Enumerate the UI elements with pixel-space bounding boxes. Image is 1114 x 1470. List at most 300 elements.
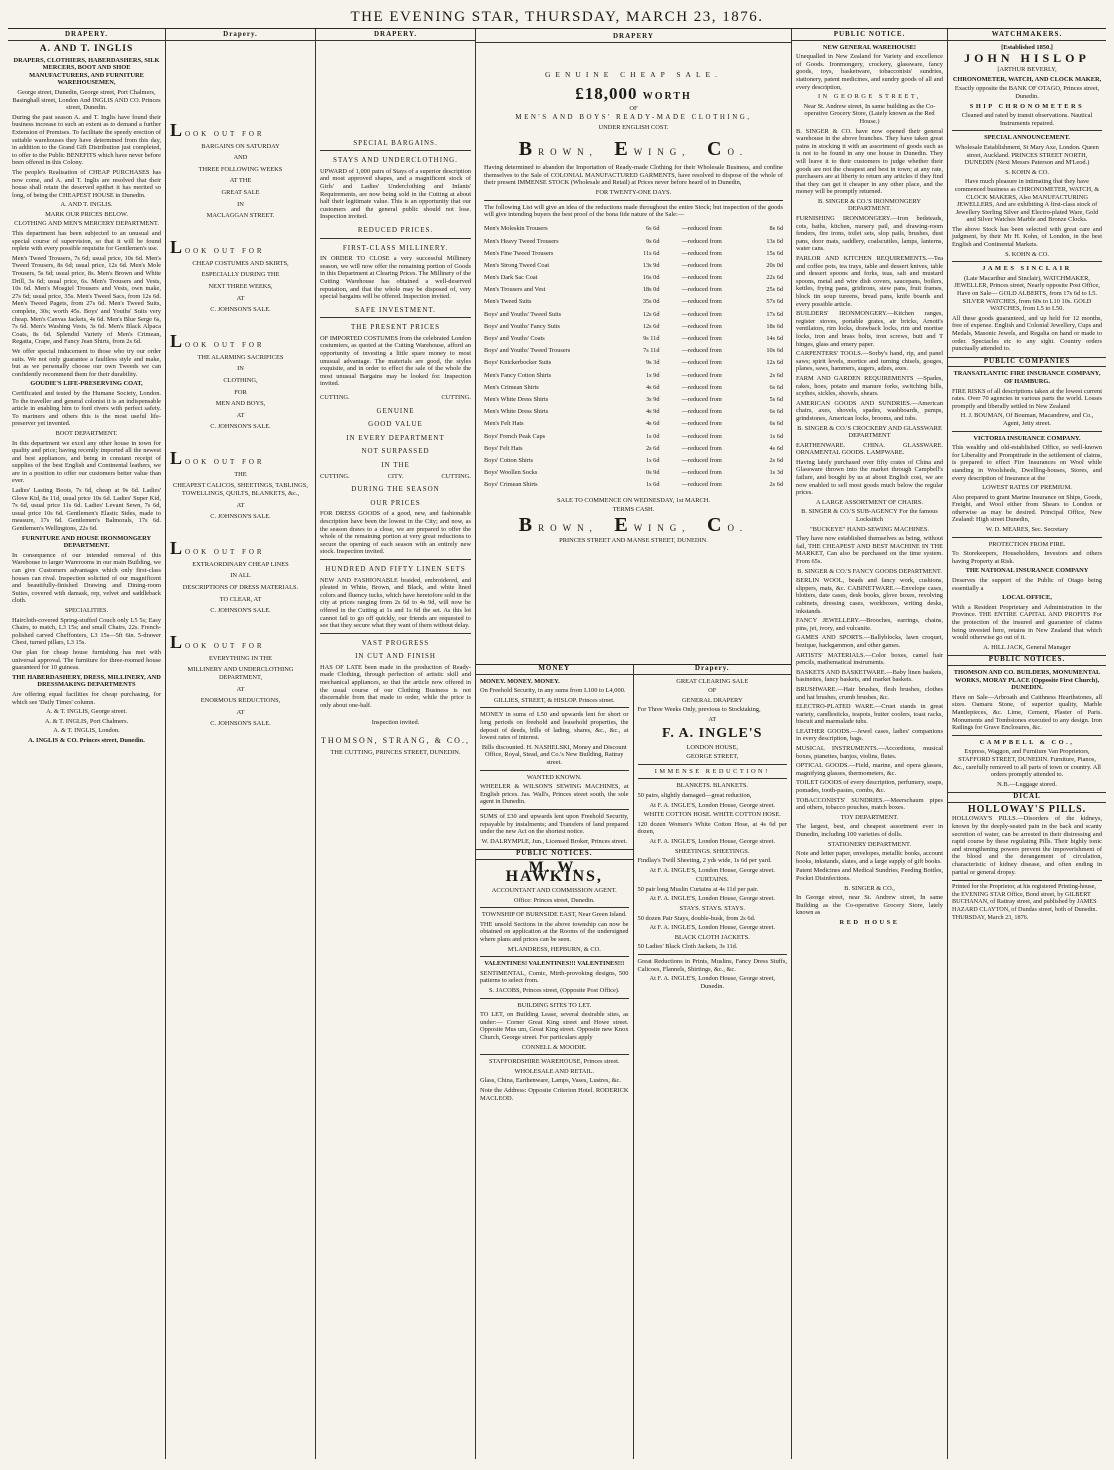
look-out-block [170,121,311,220]
goods: MEN'S AND BOYS' READY-MADE CLOTHING, [515,113,752,122]
column-cutting [316,29,476,1459]
cell-was: 12s 6d [766,359,783,367]
look-out-word: OOK OUT FOR [185,547,265,556]
cell-now: 2s 6d [646,444,660,452]
cell-was: 4s 6d [769,444,783,452]
cell-reduced: —reduced from [681,432,722,440]
address: Near St. Andrew street, In same building as the Co-operative Grocery Store, (Lately known as the Red House.) [803,102,936,125]
subhead: IN GEORGE STREET, [818,93,921,101]
cell-name: Boys' and Youths' Coats [484,335,545,342]
cell-name: Boys' Woollen Socks [484,469,538,477]
subhead: CHRONOMETER, WATCH, AND CLOCK MAKER, [952,75,1102,83]
cost: UNDER ENGLISH COST. [598,123,669,131]
look-out-heading [170,539,311,557]
intro: Having determined to abandon the Importation of Ready-made Clothing for their Wholesale Business, and confine themselves to the Sale of COLONIAL MANUFACTURED GARMENTS, have resolved to dispose of the whole of their present IMMENSE STOCK (Wholesale and Retail) at Prices never before heard of in Dunedin, [484,164,783,187]
paragraph: MONEY in sums of L50 and upwards lent for short or long periods on freehold and leasehold properties, the deposit of deeds, bills of lading, shares, &c., &c., at lowest rates of interest. [480,711,629,742]
trades: DRAPERS, CLOTHIERS, HABERDASHERS, SILK MERCERS, BOOT AND SHOE MANUFACTURERS, AND FURNITURE WAREHOUSEMEN, [13,56,160,87]
look-out-block [170,633,311,728]
cell-now: 9s 3d [646,359,660,367]
cell-name: Men's Heavy Tweed Trousers [484,237,559,245]
cell-now: 7s 11d [643,347,660,355]
signature: CONNELL & MOODIE. [521,1043,587,1051]
paragraph: SUMS of £30 and upwards lent upon Freehold Security, repayable by instalments; and Transfers of land prepared under the new Act on the shortest notice. [480,812,629,836]
subhead: SAFE INVESTMENT. [355,305,436,314]
cell-was: 57s 6d [766,298,783,306]
cell-was: 2s 6d [769,456,783,464]
cell-reduced: —reduced from [681,469,722,477]
table-row [484,332,783,344]
look-out-line: CLOTHING, [223,376,258,384]
cell-name: Men's Tweed Suits [484,298,532,306]
firm-name: A. AND T. INGLIS [39,43,134,54]
signature: At F. A. INGLE'S, London House, George street. [649,924,775,932]
paragraph: Cleaned and rated by transit observations. Nautical Instruments repaired. [961,112,1093,127]
look-out-heading [170,449,311,467]
paragraph: MUSICAL INSTRUMENTS.—Accordions, musical boxes, pianettes, banjos, violins, flutes. [796,745,943,760]
column-inglis [8,29,166,1459]
firm-name: B ROWN, E WING, C O. [518,514,749,537]
look-out-word: OOK OUT FOR [185,340,265,349]
cell-now: 3s 9d [646,395,660,403]
cutting-label: CUTTING. [320,472,350,480]
column-watchmakers [948,29,1106,1459]
signature: W. DALRYMPLE, Jun., Licensed Broker, Princes street. [481,837,627,845]
cell-now: 9s 6d [646,237,660,245]
look-out-line: C. JOHNSON'S SALE. [210,513,271,521]
cell-was: 6s 6d [769,383,783,391]
cell-name: Men's Fancy Cotton Shirts [484,371,552,379]
cell-name: Boys' and Youths' Tweed Trousers [484,347,571,355]
subhead: HUNDRED AND FIFTY LINEN SETS [325,564,466,573]
column-head: PUBLIC COMPANIES [948,357,1106,368]
subhead: OUR PRICES [370,498,421,507]
paragraph: The largest, best, and cheapest assortment ever in Dunedin, including 100 varieties of dolls. [796,823,943,838]
cell-was: 15s 6d [766,249,783,257]
paragraph: Certificated and tested by the Humane Society, London. To the traveller and general colonist it is an indispensable article in enabling him to ford rivers with perfect safety. To mariners and others this is the most useful life-preserver yet invented. [12,389,161,428]
signature: At F. A. INGLE'S, London House, George street. [649,895,775,903]
subhead: IN EVERY DEPARTMENT [346,433,445,442]
paragraph: TOILET GOODS of every description, perfumery, soaps, pomades, tooth-pastes, combs, &c. [796,779,943,795]
paragraph: EARTHENWARE. CHINA. GLASSWARE. ORNAMENTAL GOODS. LAMPWARE. [796,441,943,457]
subhead: MARK OUR PRICES BELOW. [45,210,128,218]
subhead: TOWNSHIP OF BURNSIDE EAST, Near Green Island. [481,911,627,919]
signature: A. AND T. INGLIS. [60,201,113,209]
paragraph: Express, Waggon, and Furniture Van Proprietors, STAFFORD STREET, DUNEDIN. Furniture, Pianos, &c., carefully removed to all parts of town or country. All orders promptly attended to. [953,748,1101,779]
look-out-line: THE [234,470,247,478]
paragraph: ELECTRO-PLATED WARE.—Cruet stands in great variety, candlesticks, teapots, butter coolers, toast racks, biscuit and marmalade tubs. [796,703,943,726]
signature: A. & T. INGLIS, London. [53,727,120,735]
sale-advert [476,29,791,665]
subhead: GREAT CLEARING SALE [676,677,749,685]
subhead: SPECIALITIES. [64,606,109,614]
subhead: PROTECTION FROM FIRE. [988,540,1066,548]
paragraph: Note the Address: Opposite Criterion Hotel. RODERICK MACLEOD. [480,1086,629,1102]
subhead: REDUCED PRICES. [357,225,434,234]
signature: W. D. MEARES, Sec. Secretary [985,526,1069,534]
paragraph: BUILDERS' IRONMONGERY.—Kitchen ranges, register stoves, portable grates, air bricks, Arnott's ventilators, rim locks, drawback locks, rim and mortise locks, iron and brass bolts, iron screws, butt and T hinges, glass and emery paper. [796,310,943,348]
cell-now: 35s 0d [642,298,660,306]
subhead: SHIP CHRONOMETERS [969,102,1085,110]
paragraph: GAMES AND SPORTS.—Ballyblocks, lawn croquet, bezique, backgammon, and other games. [796,634,943,649]
subhead: TOY DEPARTMENT. [840,813,899,821]
drop-cap: L [170,631,183,652]
column-head: PUBLIC NOTICES. [476,849,633,860]
genuine-title: GENUINE CHEAP SALE. [544,69,722,79]
subhead: STAYS. STAYS. STAYS. [679,905,745,913]
subhead: FURNITURE AND HOUSE IRONMONGERY DEPARTMENT. [21,534,152,550]
column-head: PUBLIC NOTICE. [792,31,947,41]
subhead: WHITE COTTON HOSE. WHITE COTTON HOSE. [643,811,781,819]
table-row [484,381,783,393]
look-out-line: ENORMOUS REDUCTIONS, [200,697,281,705]
subhead: IN THE [381,461,410,469]
signature: GILLIES, STREET, & HISLOP. Princes street. [493,696,615,704]
subhead: B. SINGER & CO.'S SUB-AGENCY For the famous Lockstitch [801,508,938,524]
paragraph: SENTIMENTAL, Comic, Mirth-provoking designs, 500 patterns to select from. [480,969,629,985]
paragraph: TOBACCONISTS' SUNDRIES.—Meerschaum pipes and others, tobacco pouches, match boxes. [796,796,943,812]
cell-was: 1s 6d [769,432,783,440]
cell-now: 1s 6d [646,481,660,489]
cell-was: 2s 6d [769,371,783,379]
subhead: MONEY. MONEY. MONEY. [480,677,560,685]
cell-reduced: —reduced from [681,444,722,452]
paragraph: Unequalled in New Zealand for Variety and excellence of Goods. Ironmongery, crockery, glassware, fancy goods, toys, basketware, tobacconists' sundries, stationery, patent medicines, and sundry goods of all and every description, [796,53,943,91]
signature: At F. A. INGLE'S, London House, George street. [649,866,775,874]
look-out-line: AT [236,501,245,509]
column-head: Drapery. [634,665,792,675]
subhead: SHEETINGS. SHEETINGS. [675,847,750,855]
table-row [484,430,783,442]
paragraph: This wealthy and old-established Office, so well-known for Liberality and Promptitude in the settlement of claims, is prepared to effect Fire Insurances on Wool while standing in Woolsheds, Dwelling-houses, Stores, and every description of Insurance at the [952,444,1102,482]
signature: S. KOHN & CO. [1005,250,1049,258]
cell-was: 6s 6d [769,420,783,428]
subhead: LOWEST RATES OF PREMIUM. [982,484,1072,492]
cell-reduced: —reduced from [681,237,722,245]
subhead: STATIONERY DEPARTMENT. [827,840,911,848]
amount-title [484,84,783,104]
terms: TERMS CASH. [612,506,655,514]
look-out-line: EXTRAORDINARY CHEAP LINES [192,560,289,568]
subhead: GEORGE STREET, [686,753,739,761]
cell-now: 4s 6d [646,383,660,391]
paragraph: Have much pleasure in intimating that they have commenced business as CHRONOMETER, WATCH, & CLOCK MAKERS, Also MANUFACTURING JEWELLERS, And are exhibiting A first-class stock of Jewellery Sterling Silver and Electro-plated Ware, Gold and Silver Watches Marble and Bronze Clocks. [954,178,1100,224]
cell-reduced: —reduced from [681,286,722,294]
cutting-label: CUTTING. [441,472,471,480]
look-out-line: MEN AND BOYS, [215,400,266,408]
drop-cap: L [170,447,183,468]
cell-name: Boys' and Youths' Fancy Suits [484,322,560,330]
signature: S. KOHN & CO. [1005,168,1049,176]
firm-name: M. W. HAWKINS, [505,858,603,886]
drop-cap: L [170,119,183,140]
table-row [484,223,783,235]
look-out-block [170,332,311,431]
signature: At F. A. INGLE'S, London House, George street, Dunedin. [649,975,775,990]
signature: S. JACOBS, Princes street, (Opposite Post Office). [488,987,620,994]
of: OF [629,104,638,112]
subhead: GOUDIE'S LIFE-PRESERVING COAT, [30,380,143,388]
cell-now: 18s 0d [642,286,660,294]
cell-reduced: —reduced from [681,249,722,257]
paragraph: Note and letter paper, envelopes, metallic books, account books, inkstands, slates, and a large supply of gift books. [796,850,943,865]
look-out-line: GREAT SALE [221,188,260,196]
paragraph: Patent Medicines and Medical Sundries, Feeding Bottles, Pocket Disinfections. [796,867,943,882]
subhead: WANTED KNOWN. [526,773,582,781]
paragraph: HOLLOWAY'S PILLS.—Disorders of the kidneys, known by the deeply-seated pain in the back and scanty secretion of water, can be arrested in their distressing and rapid course by these regulating Pills. Their highly tonic and strengthening powers prevent the impoverishment of the blood and the derangement of circulation, characteristic of kidney disease, and often ending in partial or general dropsy. [952,815,1102,876]
cell-reduced: —reduced from [681,481,722,489]
subhead: CAMPBELL & CO., [979,738,1075,746]
look-out-line: AT THE [229,177,252,185]
paragraph: FARM AND GARDEN REQUIREMENTS —Spades, rakes, hoes, potato and manure forks, switching bills, scythes, sickles, shovels, shears. [796,374,943,398]
cell-reduced: —reduced from [681,456,722,464]
cell-reduced: —reduced from [681,225,722,233]
signature: A. INGLIS & CO. Princes street, Dunedin. [28,736,145,744]
subhead: CLOTHING AND MEN'S MERCERY DEPARTMENT. [14,220,159,228]
table-row [484,235,783,247]
subhead: LOCAL OFFICE, [1002,594,1052,602]
look-out-line: THE ALARMING SACRIFICES [197,353,284,361]
cell-name: Men's Fine Tweed Trousers [484,249,554,257]
cell-reduced: —reduced from [681,347,722,355]
look-out-line: IN ALL [230,572,251,580]
paragraph: PARLOR AND KITCHEN REQUIREMENTS.—Tea and coffee pots, tea trays, table and dessert knives, table and dessert spoons and forks, teas, salt and mustard spoons, metal and wire dish covers, saucepans, boilers, kettles, frying pans, gridirons, stew pans, fruit frames, block tin soup tureens, bread pans, knife boards and every possible article. [796,255,943,308]
paragraph: FANCY JEWELLERY.—Brooches, earrings, chains, pins, jet, ivory, and vulcanite. [796,617,943,632]
table-row [484,308,783,320]
column-brown-ewing [476,29,792,1459]
subhead: VICTORIA INSURANCE COMPANY. [973,434,1081,442]
paragraph: OF IMPORTED COSTUMES from the celebrated London costumiers, as quoted at the Cutting Warehouse, afford an opportunity of investing a little spare money to most unusual advantage. The materials are good, the styles exquisite, and in order to effect the sale of the whole the most unusual Bargains may be looked for. Inspection invited. [320,334,471,388]
cell-reduced: —reduced from [681,298,722,306]
cell-now: 1s 6d [646,456,660,464]
cell-was: 18s 6d [766,322,783,330]
look-out-line: AND [233,154,248,162]
look-out-line: EVERYTHING IN THE [208,654,273,662]
paragraph: For Three Weeks Only, previous to Stocktaking, [637,706,761,714]
paragraph: LEATHER GOODS.—Jewel cases, ladies' companions in every description, bags. [796,727,943,743]
subhead: BUILDING SITES TO LET. [517,1001,592,1009]
cell-name: Boys' Cotton Shirts [484,456,534,464]
cell-now: 12s 6d [642,322,660,330]
signature: A. HILL JACK, General Manager [983,643,1071,651]
look-out-heading [170,238,311,256]
look-out-line: C. JOHNSON'S SALE. [210,306,271,314]
paragraph: TO LET, on Building Lease, several desirable sites, as under:— Corner Great King street and Howe street. Opposite Mus um, Great King street. Opposite new Knox Church, George street. For particulars apply [480,1011,629,1041]
address: Exactly opposite the BANK OF OTAGO, Princes street, Dunedin. [954,85,1100,100]
subhead: CURTAINS. [695,876,729,884]
paragraph: To Storekeepers, Householders, Investors and others having Property at Risk. [952,550,1102,565]
paragraph: AMERICAN GOODS AND SUNDRIES.—American chairs, axes, shovels, spades, washboards, pumps, grindstones, American locks, brooms, and tubs. [796,399,943,422]
look-out-line: C. JOHNSON'S SALE. [210,423,271,431]
cell-name: Boys' Knickerbocker Suits [484,359,552,367]
price-list: Men's Tweed Trousers, 7s 6d; usual price, 10s 6d. Men's Tweed Trousers, 8s 6d; usual price, 12s 6d. Men's Mole Trousers, 5s 6d; usual price, 8s. Men's Brown and White Drill, 3s 6d; usual price, 6s. Men's Trousers and Vests, 10s 6d. Men's Mosgiel Trousers and Vests, own make, 27s 6d; usual price, 35s. Men's Tweed Sacs, from 12s 6d. Men's Tweed Pagets, from 27s 6d. Men's Tweed Suits, complete, 30s; worth 45s. Boys' and Youths' Suits very cheap. Men's Canvas Jackets, 4s 6d. Men's Blue Serge 6s, 7s 6d. Men's Washing Vests, 3s 6d. Men's Black Alpaca Coats, 8s 6d. Splendid Variety of Men's Crimean, Regatta, Crape, and Fancy Jean Shirts, from 2s 6d. [12,254,161,346]
look-out-line: C. JOHNSON'S SALE. [210,607,271,615]
cell-now: 16s 0d [642,274,660,282]
price-table [484,223,783,491]
cell-reduced: —reduced from [681,359,722,367]
subhead: BLANKETS. BLANKETS. [676,782,749,790]
paragraph: BERLIN WOOL, beads and fancy work, cushions, slippers, mats, &c. CABINETWARE.—Envelope cases, blotters, date cases, desk books, glove boxes, revolving cabinets, dressing cases, workboxes, writing desks, inkstands. [796,577,943,615]
subhead: B. SINGER & CO.'S FANCY GOODS DEPARTMENT. [797,567,942,575]
paragraph: WHEELER & WILSON'S SEWING MACHINES, at English prices. Jas. Wall's, Princes street south, the sole agent in Dunedin. [480,783,629,806]
look-out-line: MACLAGGAN STREET. [206,212,275,220]
drop-cap: L [170,537,183,558]
subhead: JAMES SINCLAIR [982,265,1072,273]
drop-cap: L [170,236,183,257]
subhead: BOOT DEPARTMENT. [55,429,118,437]
subhead: AT [708,715,717,723]
paragraph: Deserves the support of the Public of Otago being essentially a [952,577,1102,592]
table-row [484,357,783,369]
subhead: THE PRESENT PRICES [350,323,441,332]
paragraph: This department has been subjected to an unusual and special course of supervision, so that it will be found replete with every possible requisite for Gentlemen's use. [12,230,161,253]
address: Office: Princes street, Dunedin. [513,896,595,904]
paragraph: 120 dozen Women's White Cotton Hose, at 4s 6d per dozen, [637,820,787,836]
cell-now: 6s 6d [646,225,660,233]
table-row [484,259,783,271]
look-out-block [170,449,311,521]
table-row [484,393,783,405]
cell-name: Men's Trousers and Vest [484,286,546,294]
cell-reduced: —reduced from [681,383,722,391]
column-ingle [634,665,792,1459]
cell-now: 1s 9d [646,371,660,379]
cell-reduced: —reduced from [681,420,722,428]
cell-was: 5s 6d [769,395,783,403]
paragraph: HAS OF LATE been made in the production of Ready-made Clothing, through perfection of artistic skill and mechanical appliances, so that the article now offered in the usual course of our Clothing Business is not discernable from that made to order, while the price is only about one-half. [320,663,471,709]
table-row [484,454,783,466]
lower-columns [476,665,791,1459]
paragraph: In consequence of our intended removal of this Warehouse to larger Warerooms in our main Building, we can give Customers advantages which only first-class houses can rival. Inspection solicited of our magnificent and beautifully-finished Drawing and Dining-room Suites, covered with damask, rep, velvet and saddleback cloth. [12,551,161,605]
look-out-line: ESPECIALLY DURING THE [201,271,280,279]
cell-name: Men's Crimean Shirts [484,383,539,391]
paragraph: The people's Realisation of CHEAP PURCHASES has now come, and A. and T. Inglis are resolved that their house shall retain the deserved epithet it has merited so long, of being the CHEAPEST HOUSE in Dunedin. [12,168,161,199]
cell-name: Boys' Felt Hats [484,444,523,452]
cell-now: 9s 11d [643,335,660,342]
paragraph: During the past season A. and T. Inglis have found their business increase to such an extent as to demand a further Extension of Premises. To facilitate the speedy erection of suitable warehouses they have determined from this day, in addition to the Grand Gift Distribution just completed, to offer to the Public BENEFITS which have never before been offered in this Colony. [12,113,161,167]
look-out-word: OOK OUT FOR [185,129,265,138]
subhead: STAFFORDSHIRE WAREHOUSE, Princes street. [488,1058,620,1066]
paragraph: (Late Macarthur and Sinclair), WATCHMAKER, JEWELLER, Princes street, Nearly opposite Post Office, Have on Sale— GOLD ALBERTS, from 17s 6d to L5. SILVER WATCHES, from 60s to L10 10s. GOLD WATCHES, from L5 to L50. [954,274,1100,313]
subhead: NOT SURPASSED [361,447,430,456]
paragraph: 50 pairs, slightly damaged—great reduction, [637,791,752,799]
paragraph: They have now established themselves as being, without fail, THE CHEAPEST AND BEST MACHINE IN THE MARKET, Can also be purchased on the time system. From 65s. [796,535,943,565]
address: THE CUTTING, PRINCES STREET, DUNEDIN. [330,748,461,756]
cell-was: 25s 6d [766,286,783,294]
firm-name: THOMSON, STRANG, & CO., [321,736,470,746]
cell-was: 6s 6d [769,408,783,416]
table-row [484,320,783,332]
paragraph: OPTICAL GOODS.—Field, marine, and opera glasses, magnifying glasses, thermometers, &c. [796,762,943,777]
cell-name: Men's Strong Tweed Coat [484,261,550,269]
paragraph: BRUSHWARE.—Hair brushes, flesh brushes, clothes and hat brushes, crumb brushes, &c. [796,685,943,701]
cell-reduced: —reduced from [681,371,722,379]
paragraph: In this department we excel any other house in town for quality and price; having recently imported all the newest and best appliances, and being in constant receipt of supplies of the best English and Continental leathers, we are in a position to offer our customers better value than ever. [12,439,161,485]
cell-name: Men's Felt Hats [484,420,524,428]
cell-was: 17s 6d [766,310,783,318]
look-out-heading [170,332,311,350]
table-row [484,284,783,296]
city-label: CITY. [387,472,404,480]
look-out-line: DESCRIPTIONS OF DRESS MATERIALS. [182,584,299,592]
signature: At F. A. INGLE'S, London House, George street. [649,837,775,845]
subhead: WHOLESALE AND RETAIL. [514,1067,595,1075]
paragraph: Great Reductions in Prints, Muslins, Fancy Dress Stuffs, Calicoes, Flannels, Shirtings, &c., &c. [637,958,787,973]
amount: £18,000 [575,84,638,104]
column-head: DRAPERY. [8,31,165,41]
firm-name: JOHN HISLOP [964,51,1090,66]
subhead: [Established 1850.] [1001,43,1053,51]
subhead: IN CUT AND FINISH [355,652,436,661]
paragraph: FIRE RISKS of all descriptions taken at the lowest current rates. Over 70 agencies in various parts the world. Losses promptly and liberally settled in New Zealand [952,387,1102,410]
cell-reduced: —reduced from [681,261,722,269]
paragraph: Are offering equal facilities for cheap purchasing, for which see 'Daily Times' column. [12,690,161,706]
column-head: DRAPERY [476,33,791,43]
cell-now: 0s 9d [646,469,660,477]
paragraph: On Freehold Security, in any sums from L100 to L4,000. [480,687,626,695]
cell-was: 1s 3d [769,469,783,477]
subhead: ACCOUNTANT AND COMMISSION AGENT. [491,887,617,895]
table-row [484,345,783,357]
subhead: LONDON HOUSE, [686,743,738,751]
signature: Bills discounted. H. NASHELSKI, Money and Discount Office, Royal, Stead, and Co.'s New Building, Rattray street. [481,743,627,766]
cutting-label: CUTTING. [441,394,471,402]
paragraph: IN ORDER TO CLOSE a very successful Millinery season, we will now offer the remaining portion of Goods in this Department at Clearing Prices. The Millinery of the Cutting Warehouse has obtained a well-deserved reputation, and that the whole may be disposed of, very special bargains will be offered. Inspection invited. [320,255,471,301]
paragraph: Having lately purchased over fifty crates of China and Glassware thrown into the market through Campbell's failure, and bought by us at about English cost, we are now enabled to sell most goods much below the regular prices. [796,458,943,497]
look-out-line: IN [237,200,244,208]
look-out-line: AT [236,685,245,693]
firm-name: F. A. INGLE'S [662,725,763,741]
paragraph: FOR DRESS GOODS of a good, new, and fashionable description have been the lowest in the City; and now, as the season draws to a close, we are prepared to offer the whole of the remaining portion at very great reductions to secure the opening of each season with an entirely new stock. Inspection invited. [320,510,471,556]
column-head: WATCHMAKERS. [948,31,1106,41]
subhead: FIRST-CLASS MILLINERY. [342,243,449,252]
cell-was: 10s 6d [766,347,783,355]
table-row [484,296,783,308]
cell-was: 22s 6d [766,274,783,282]
paragraph: We offer special inducement to those who try our order suits. We not only guarantee a faultless style and make, but as we personally choose our own Tweeds we can confidently recommend them for their durability. [12,347,161,378]
paragraph: Also prepared to grant Marine Insurance on Ships, Goods, Freight, and Wool either from Shears to London or otherwise as may be desired. Principal Office, New Zealand: High street Dunedin, [952,493,1102,524]
table-row [484,406,783,418]
paragraph: 50 pair long Muslin Curtains at 4s 11d per pair. [637,885,759,893]
paragraph: Have on Sale—Arbroath and Caithness Hearthstones, all sizes. Oamaru Stone, of superior quality, Marble Mantlepieces, &c. Lime, Cement, Plaster of Paris. Monuments and Tombstones executed to any design. Iron Railings for Grave Enclosures, &c. [952,693,1102,732]
subhead: BLACK CLOTH JACKETS. [674,933,750,941]
subhead: [ARTHUR BEVERLY, [997,66,1057,74]
subhead: GOOD VALUE [368,420,423,429]
signature: M'LANDRESS, HEPBURN, & CO. [507,945,601,953]
subhead: SPECIAL BARGAINS. [353,138,438,147]
subhead: VALENTINES! VALENTINES!!! VALENTINES!!! [484,960,625,968]
paragraph: 50 dozen Pair Stays, double-busk, from 2s 6d. [637,914,756,922]
table-row [484,247,783,259]
cell-was: 14s 6d [766,335,783,342]
look-out-line: TO CLEAR, AT [219,595,262,603]
look-out-line: CHEAP COSTUMES AND SKIRTS, [192,259,289,267]
paragraph: CARPENTERS' TOOLS.—Sorby's hand, rip, and panel saws; spirit levels, mortice and turning chisels, gouges, planes, saws, hammers, augers, adzes, axes. [796,350,943,373]
paragraph: With a Resident Proprietary and Administration in the Province. THE ENTIRE CAPITAL AND PROFITS For the protection of the insured and guarantee of claims being invested here, retains in New Zealand that which would otherwise go out of it. [952,603,1102,642]
cell-reduced: —reduced from [681,335,722,342]
signature: A. & T. INGLIS, Port Chalmers. [44,717,129,725]
table-row [484,466,783,478]
cell-name: Men's Dark Sac Coat [484,274,538,282]
cell-name: Boys' Crimean Shirts [484,481,538,489]
subhead: THE NATIONAL INSURANCE COMPANY [965,567,1089,575]
table-row [484,271,783,283]
look-out-line: C. JOHNSON'S SALE. [210,720,271,728]
cell-was: 2s 6d [769,481,783,489]
paragraph: THE unsold Sections in the above township can now be obtained on application at the Rooms of the undersigned where plans and prices can be seen. [480,920,629,944]
subhead: OF [708,687,717,695]
cell-name: Men's White Dress Shirts [484,395,549,403]
cell-was: 20s 0d [766,261,783,269]
